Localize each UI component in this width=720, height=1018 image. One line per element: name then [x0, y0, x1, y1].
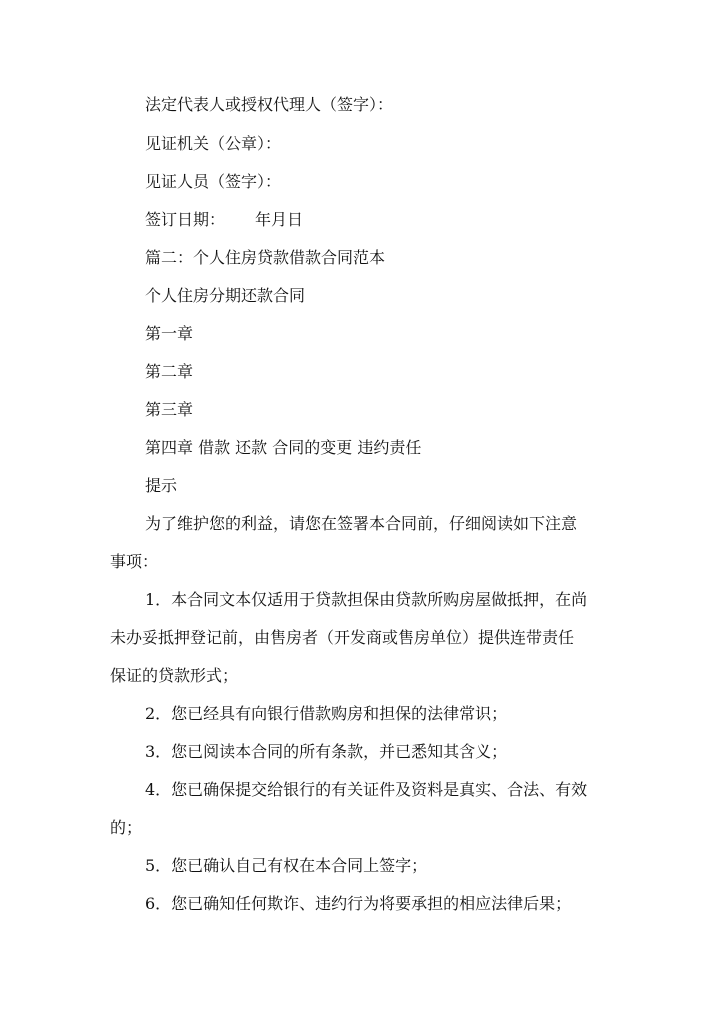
item1-line1: 1．本合同文本仅适用于贷款担保由贷款所购房屋做抵押，在尚 [145, 590, 588, 609]
contract-title: 个人住房分期还款合同 [145, 286, 306, 305]
item4-line1: 4．您已确保提交给银行的有关证件及资料是真实、合法、有效 [145, 780, 588, 799]
chapter-1: 第一章 [145, 324, 194, 343]
item3: 3．您已阅读本合同的所有条款，并已悉知其含义； [145, 742, 508, 761]
item6: 6．您已确知任何欺诈、违约行为将要承担的相应法律后果； [145, 894, 572, 913]
sign-date-value: 年月日 [255, 210, 304, 229]
item2: 2．您已经具有向银行借款购房和担保的法律常识； [145, 704, 508, 723]
chapter-3: 第三章 [145, 400, 194, 419]
section-heading: 篇二：个人住房贷款借款合同范本 [145, 248, 386, 267]
sign-date-label: 签订日期： [145, 210, 226, 229]
chapter-2: 第二章 [145, 362, 194, 381]
sign-date-line [145, 210, 303, 230]
item1-line2: 未办妥抵押登记前，由售房者（开发商或售房单位）提供连带责任 [110, 628, 575, 647]
item5: 5．您已确认自己有权在本合同上签字； [145, 856, 428, 875]
notice-intro-line1: 为了维护您的利益，请您在签署本合同前，仔细阅读如下注意 [145, 514, 578, 533]
notice-intro-line2: 事项： [110, 552, 159, 571]
witness-org-line: 见证机关（公章）： [145, 134, 282, 153]
item4-line2: 的； [110, 818, 143, 837]
item1-line3: 保证的贷款形式； [110, 666, 239, 685]
witness-person-line: 见证人员（签字）： [145, 172, 282, 191]
chapter-4: 第四章 借款 还款 合同的变更 违约责任 [145, 438, 422, 457]
notice-title: 提示 [145, 476, 178, 495]
legal-rep-line: 法定代表人或授权代理人（签字）： [145, 95, 394, 114]
